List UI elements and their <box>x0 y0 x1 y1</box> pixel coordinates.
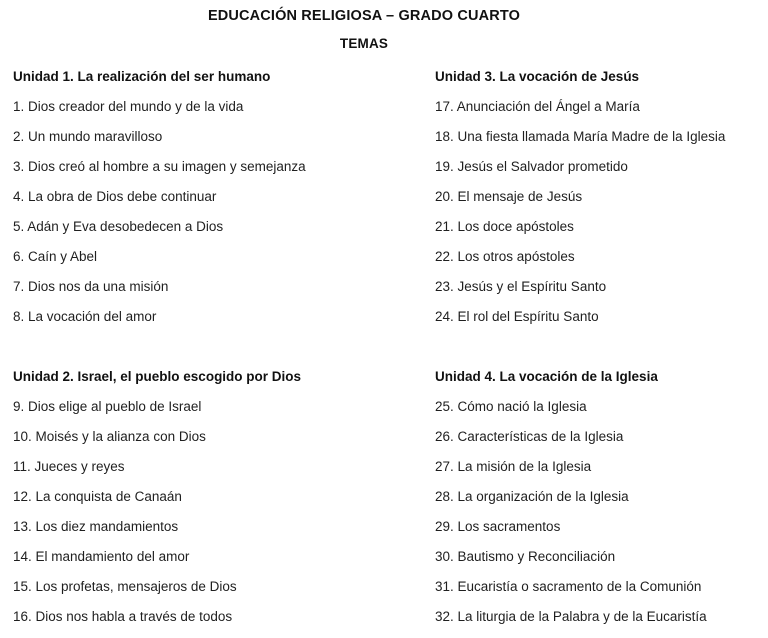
unit-block-4 <box>435 362 768 632</box>
topic-item: 30. Bautismo y Reconciliación <box>435 549 616 564</box>
unit-heading-1: Unidad 1. La realización del ser humano <box>13 69 271 84</box>
topic-item: 14. El mandamiento del amor <box>13 549 190 564</box>
topic-item: 18. Una fiesta llamada María Madre de la Iglesia <box>435 129 726 144</box>
topic-item: 5. Adán y Eva desobedecen a Dios <box>13 219 224 234</box>
page-subtitle: TEMAS <box>339 36 389 51</box>
topic-list-unit-1 <box>13 92 424 332</box>
topic-item: 9. Dios elige al pueblo de Israel <box>13 399 202 414</box>
topic-item: 19. Jesús el Salvador prometido <box>435 159 628 174</box>
topic-item: 4. La obra de Dios debe continuar <box>13 189 217 204</box>
content-columns <box>0 62 768 632</box>
topic-item: 16. Dios nos habla a través de todos <box>13 609 233 624</box>
topic-item: 25. Cómo nació la Iglesia <box>435 399 587 414</box>
topic-item: 12. La conquista de Canaán <box>13 489 182 504</box>
topic-item: 32. La liturgia de la Palabra y de la Eucaristía <box>435 609 707 624</box>
unit-block-1 <box>13 62 424 332</box>
left-column <box>0 62 424 632</box>
topic-item: 2. Un mundo maravilloso <box>13 129 163 144</box>
topic-list-unit-2 <box>13 392 424 632</box>
topic-item: 10. Moisés y la alianza con Dios <box>13 429 206 444</box>
topic-item: 23. Jesús y el Espíritu Santo <box>435 279 607 294</box>
topic-item: 7. Dios nos da una misión <box>13 279 169 294</box>
topic-item: 3. Dios creó al hombre a su imagen y semejanza <box>13 159 306 174</box>
topic-item: 13. Los diez mandamientos <box>13 519 179 534</box>
unit-heading-2: Unidad 2. Israel, el pueblo escogido por Dios <box>13 369 302 384</box>
topic-item: 28. La organización de la Iglesia <box>435 489 629 504</box>
right-column <box>424 62 768 632</box>
topic-item: 22. Los otros apóstoles <box>435 249 575 264</box>
topic-item: 27. La misión de la Iglesia <box>435 459 592 474</box>
topic-item: 17. Anunciación del Ángel a María <box>435 99 640 114</box>
topic-item: 21. Los doce apóstoles <box>435 219 574 234</box>
unit-block-3 <box>435 62 768 332</box>
topic-item: 26. Características de la Iglesia <box>435 429 624 444</box>
unit-heading-3: Unidad 3. La vocación de Jesús <box>435 69 640 84</box>
topic-item: 29. Los sacramentos <box>435 519 561 534</box>
unit-heading-4: Unidad 4. La vocación de la Iglesia <box>435 369 658 384</box>
unit-block-2 <box>13 362 424 632</box>
topic-item: 1. Dios creador del mundo y de la vida <box>13 99 244 114</box>
topic-item: 6. Caín y Abel <box>13 249 98 264</box>
topic-list-unit-3 <box>435 92 768 332</box>
topic-item: 11. Jueces y reyes <box>13 459 125 474</box>
topic-item: 15. Los profetas, mensajeros de Dios <box>13 579 237 594</box>
topic-item: 8. La vocación del amor <box>13 309 157 324</box>
page-title: EDUCACIÓN RELIGIOSA – GRADO CUARTO <box>207 8 521 24</box>
document-header <box>0 0 768 54</box>
topic-item: 31. Eucaristía o sacramento de la Comunión <box>435 579 702 594</box>
topic-list-unit-4 <box>435 392 768 632</box>
topic-item: 24. El rol del Espíritu Santo <box>435 309 599 324</box>
topic-item: 20. El mensaje de Jesús <box>435 189 583 204</box>
